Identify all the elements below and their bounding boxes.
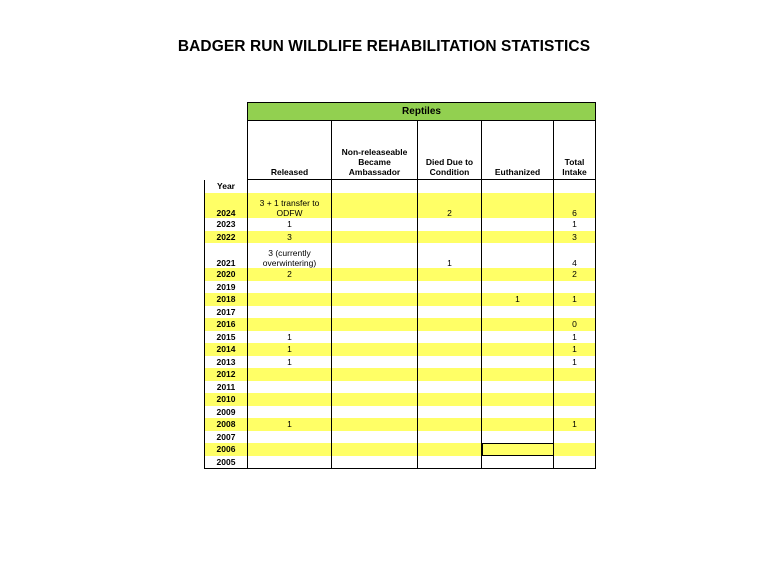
euthanized-cell xyxy=(482,431,554,444)
table-row xyxy=(205,318,596,331)
ambassador-cell xyxy=(332,281,418,294)
year-cell: 2021 xyxy=(205,243,248,268)
year-cell: 2009 xyxy=(205,406,248,419)
released-cell xyxy=(248,443,332,456)
euthanized-cell xyxy=(482,306,554,319)
table-row xyxy=(205,218,596,231)
table-row xyxy=(205,443,596,456)
ambassador-cell xyxy=(332,293,418,306)
column-header-euthanized: Euthanized xyxy=(482,121,554,180)
ambassador-cell xyxy=(332,193,418,218)
column-header-total-intake: Total Intake xyxy=(554,121,596,180)
released-cell xyxy=(248,381,332,394)
released-cell xyxy=(248,293,332,306)
total-intake-cell: 1 xyxy=(554,293,596,306)
year-cell: 2006 xyxy=(205,443,248,456)
ambassador-cell xyxy=(332,243,418,268)
year-cell: 2020 xyxy=(205,268,248,281)
group-header-row xyxy=(205,103,596,121)
ambassador-cell xyxy=(332,368,418,381)
table-row xyxy=(205,343,596,356)
died-cell xyxy=(418,318,482,331)
died-cell xyxy=(418,331,482,344)
euthanized-cell xyxy=(482,381,554,394)
year-cell: 2018 xyxy=(205,293,248,306)
ambassador-cell xyxy=(332,381,418,394)
died-cell xyxy=(418,406,482,419)
euthanized-cell xyxy=(482,393,554,406)
page-title: BADGER RUN WILDLIFE REHABILITATION STATISTICS xyxy=(177,38,591,55)
ambassador-cell xyxy=(332,331,418,344)
year-cell: 2017 xyxy=(205,306,248,319)
total-intake-cell xyxy=(554,393,596,406)
released-cell xyxy=(248,306,332,319)
table-row xyxy=(205,393,596,406)
year-cell: 2005 xyxy=(205,456,248,469)
euthanized-cell xyxy=(482,331,554,344)
table-row xyxy=(205,268,596,281)
released-cell: 3 (currently overwintering) xyxy=(248,243,332,268)
ambassador-cell xyxy=(332,393,418,406)
year-cell: 2024 xyxy=(205,193,248,218)
euthanized-cell xyxy=(482,318,554,331)
total-intake-cell: 1 xyxy=(554,343,596,356)
ambassador-cell xyxy=(332,268,418,281)
year-cell: 2007 xyxy=(205,431,248,444)
total-intake-cell: 4 xyxy=(554,243,596,268)
died-cell xyxy=(418,393,482,406)
euthanized-cell xyxy=(482,193,554,218)
died-cell: 1 xyxy=(418,243,482,268)
ambassador-cell xyxy=(332,443,418,456)
died-cell xyxy=(418,231,482,244)
released-cell: 1 xyxy=(248,331,332,344)
total-intake-cell: 1 xyxy=(554,418,596,431)
released-cell xyxy=(248,318,332,331)
died-cell xyxy=(418,443,482,456)
year-cell: 2014 xyxy=(205,343,248,356)
total-intake-cell: 1 xyxy=(554,331,596,344)
year-cell: 2012 xyxy=(205,368,248,381)
total-intake-cell xyxy=(554,406,596,419)
year-cell: 2015 xyxy=(205,331,248,344)
year-cell: 2023 xyxy=(205,218,248,231)
year-cell: 2008 xyxy=(205,418,248,431)
table-row xyxy=(205,243,596,268)
died-cell: 2 xyxy=(418,193,482,218)
total-intake-cell: 1 xyxy=(554,218,596,231)
released-cell xyxy=(248,393,332,406)
died-cell xyxy=(418,418,482,431)
table-row xyxy=(205,331,596,344)
died-cell xyxy=(418,281,482,294)
table-row xyxy=(205,306,596,319)
released-cell: 3 xyxy=(248,231,332,244)
euthanized-cell xyxy=(482,243,554,268)
year-label-row xyxy=(205,180,596,194)
total-intake-cell xyxy=(554,368,596,381)
table-row xyxy=(205,418,596,431)
ambassador-cell xyxy=(332,343,418,356)
died-cell xyxy=(418,356,482,369)
year-column-label: Year xyxy=(205,180,248,194)
year-cell: 2010 xyxy=(205,393,248,406)
column-header-row xyxy=(205,121,596,180)
year-cell: 2019 xyxy=(205,281,248,294)
total-intake-cell xyxy=(554,381,596,394)
released-cell: 1 xyxy=(248,218,332,231)
died-cell xyxy=(418,381,482,394)
year-cell: 2011 xyxy=(205,381,248,394)
ambassador-cell xyxy=(332,306,418,319)
total-intake-cell: 2 xyxy=(554,268,596,281)
ambassador-cell xyxy=(332,456,418,469)
euthanized-cell xyxy=(482,443,554,456)
ambassador-cell xyxy=(332,231,418,244)
year-cell: 2016 xyxy=(205,318,248,331)
table-row xyxy=(205,406,596,419)
year-cell: 2013 xyxy=(205,356,248,369)
released-cell xyxy=(248,456,332,469)
ambassador-cell xyxy=(332,406,418,419)
died-cell xyxy=(418,431,482,444)
released-cell xyxy=(248,431,332,444)
column-header-ambassador: Non-releaseable Became Ambassador xyxy=(332,121,418,180)
table-row xyxy=(205,381,596,394)
euthanized-cell xyxy=(482,218,554,231)
total-intake-cell xyxy=(554,456,596,469)
released-cell: 2 xyxy=(248,268,332,281)
euthanized-cell xyxy=(482,268,554,281)
year-cell: 2022 xyxy=(205,231,248,244)
total-intake-cell: 3 xyxy=(554,231,596,244)
released-cell: 1 xyxy=(248,343,332,356)
table-row xyxy=(205,431,596,444)
released-cell: 3 + 1 transfer to ODFW xyxy=(248,193,332,218)
released-cell: 1 xyxy=(248,418,332,431)
total-intake-cell xyxy=(554,443,596,456)
table-body xyxy=(205,193,596,469)
euthanized-cell: 1 xyxy=(482,293,554,306)
table-row xyxy=(205,368,596,381)
table-row xyxy=(205,456,596,469)
ambassador-cell xyxy=(332,431,418,444)
ambassador-cell xyxy=(332,418,418,431)
died-cell xyxy=(418,368,482,381)
released-cell xyxy=(248,406,332,419)
euthanized-cell xyxy=(482,368,554,381)
released-cell xyxy=(248,368,332,381)
table-row xyxy=(205,231,596,244)
released-cell: 1 xyxy=(248,356,332,369)
euthanized-cell xyxy=(482,281,554,294)
table-row xyxy=(205,293,596,306)
died-cell xyxy=(418,343,482,356)
total-intake-cell xyxy=(554,306,596,319)
euthanized-cell xyxy=(482,418,554,431)
column-header-released: Released xyxy=(248,121,332,180)
died-cell xyxy=(418,293,482,306)
total-intake-cell xyxy=(554,281,596,294)
total-intake-cell: 1 xyxy=(554,356,596,369)
euthanized-cell xyxy=(482,231,554,244)
total-intake-cell: 6 xyxy=(554,193,596,218)
died-cell xyxy=(418,456,482,469)
died-cell xyxy=(418,306,482,319)
ambassador-cell xyxy=(332,318,418,331)
died-cell xyxy=(418,218,482,231)
group-header-reptiles: Reptiles xyxy=(248,103,596,121)
euthanized-cell xyxy=(482,343,554,356)
euthanized-cell xyxy=(482,406,554,419)
euthanized-cell xyxy=(482,356,554,369)
reptile-statistics-table xyxy=(204,102,596,469)
table-row xyxy=(205,281,596,294)
table-row xyxy=(205,356,596,369)
table-row xyxy=(205,193,596,218)
released-cell xyxy=(248,281,332,294)
column-header-died: Died Due to Condition xyxy=(418,121,482,180)
died-cell xyxy=(418,268,482,281)
total-intake-cell xyxy=(554,431,596,444)
total-intake-cell: 0 xyxy=(554,318,596,331)
euthanized-cell xyxy=(482,456,554,469)
ambassador-cell xyxy=(332,356,418,369)
ambassador-cell xyxy=(332,218,418,231)
